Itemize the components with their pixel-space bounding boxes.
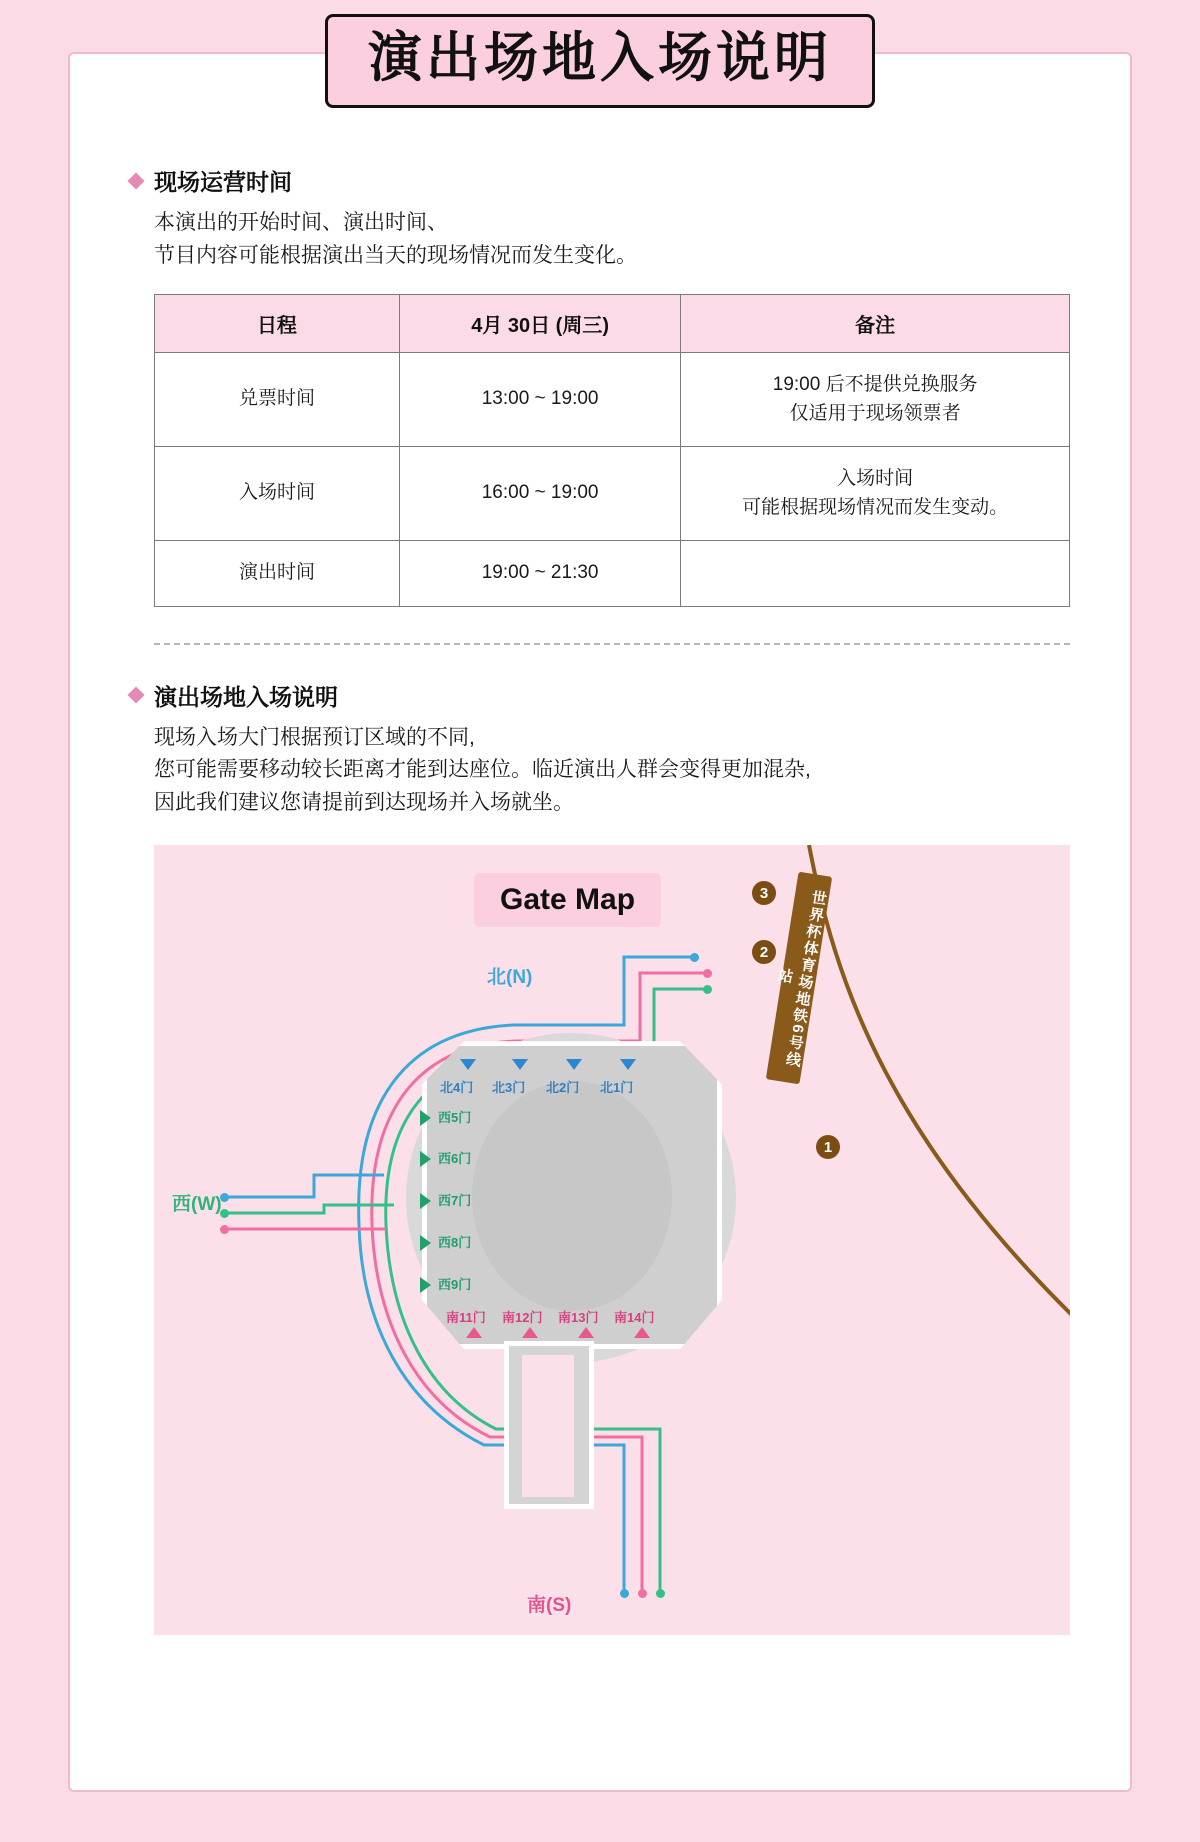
paragraph-line-2: 节目内容可能根据演出当天的现场情况而发生变化。 [154,243,637,267]
note-line-2: 仅适用于现场领票者 [789,402,961,424]
row-note-show [681,541,1070,607]
paragraph-line-2: 您可能需要移动较长距离才能到达座位。临近演出人群会变得更加混杂, [154,758,811,782]
west-gate-label-9: 西9门 [438,1277,472,1293]
metro-exit-2: 2 [752,940,776,964]
section-heading-operating-hours [130,164,1070,197]
north-gate-marker-2-icon [566,1059,582,1070]
table-row [155,447,1070,541]
row-note-entry [681,447,1070,541]
south-gate-label-14: 南14门 [614,1310,655,1326]
west-gate-label-7: 西7门 [438,1193,472,1209]
row-note-ticket-exchange [681,353,1070,447]
north-gate-label-1: 北1门 [600,1080,634,1096]
table-header-row [155,295,1070,353]
table-row [155,541,1070,607]
metro-station-label: 世界杯体育场地铁6号线站 [766,872,832,1085]
operating-hours-section [70,54,1130,607]
row-label-show: 演出时间 [155,541,400,607]
table-row [155,353,1070,447]
south-gate-marker-12-icon [522,1327,538,1338]
west-gate-marker-9-icon [420,1277,431,1293]
row-time-entry: 16:00 ~ 19:00 [399,447,680,541]
west-gate-label-8: 西8门 [438,1235,472,1251]
direction-label-south: 南(S) [527,1595,572,1617]
note-line-1: 入场时间 [837,468,914,490]
column-header-date: 4月 30日 (周三) [399,295,680,353]
page-title: 演出场地入场说明 [325,14,875,108]
direction-label-west: 西(W) [172,1194,222,1216]
venue-entry-paragraph [154,722,1070,820]
note-line-2: 可能根据现场情况而发生变动。 [742,496,1009,518]
north-gate-label-4: 北4门 [440,1080,474,1096]
section-divider [154,643,1070,645]
west-gate-label-6: 西6门 [438,1151,472,1167]
south-gate-marker-14-icon [634,1327,650,1338]
column-header-schedule: 日程 [155,295,400,353]
south-gate-marker-11-icon [466,1327,482,1338]
west-gate-label-5: 西5门 [438,1110,472,1126]
venue-entry-section [70,679,1130,1636]
row-time-show: 19:00 ~ 21:30 [399,541,680,607]
north-gate-label-3: 北3门 [492,1080,526,1096]
north-gate-label-2: 北2门 [546,1080,580,1096]
row-label-entry: 入场时间 [155,447,400,541]
title-banner [70,14,1130,108]
metro-exit-3: 3 [752,881,776,905]
direction-label-north: 北(N) [487,967,533,989]
paragraph-line-1: 现场入场大门根据预订区域的不同, [154,725,475,749]
south-gate-label-12: 南12门 [502,1310,543,1326]
note-line-1: 19:00 后不提供兑换服务 [772,374,978,396]
south-gate-marker-13-icon [578,1327,594,1338]
north-gate-marker-4-icon [460,1059,476,1070]
section-heading-text: 演出场地入场说明 [154,683,338,710]
west-gate-marker-5-icon [420,1110,431,1126]
metro-exit-1: 1 [816,1135,840,1159]
diamond-bullet-icon [128,172,145,189]
north-gate-marker-1-icon [620,1059,636,1070]
operating-hours-paragraph [154,207,1070,272]
north-gate-marker-3-icon [512,1059,528,1070]
west-gate-marker-7-icon [420,1193,431,1209]
schedule-table [154,294,1070,607]
section-heading-text: 现场运营时间 [154,169,292,195]
stadium-pitch [472,1081,672,1311]
paragraph-line-3: 因此我们建议您请提前到达现场并入场就坐。 [154,790,574,814]
row-time-ticket-exchange: 13:00 ~ 19:00 [399,353,680,447]
west-gate-marker-6-icon [420,1151,431,1167]
column-header-note: 备注 [681,295,1070,353]
diamond-bullet-icon [128,687,145,704]
west-gate-marker-8-icon [420,1235,431,1251]
south-gate-label-11: 南11门 [446,1310,486,1326]
south-gate-label-13: 南13门 [558,1310,599,1326]
paragraph-line-1: 本演出的开始时间、演出时间、 [154,211,448,234]
document-page [68,28,1132,1792]
section-heading-venue-entry [130,679,1070,712]
gate-map [154,845,1070,1635]
stadium-south-corridor-inner [522,1355,574,1497]
gate-map-title: Gate Map [474,873,661,927]
row-label-ticket-exchange: 兑票时间 [155,353,400,447]
